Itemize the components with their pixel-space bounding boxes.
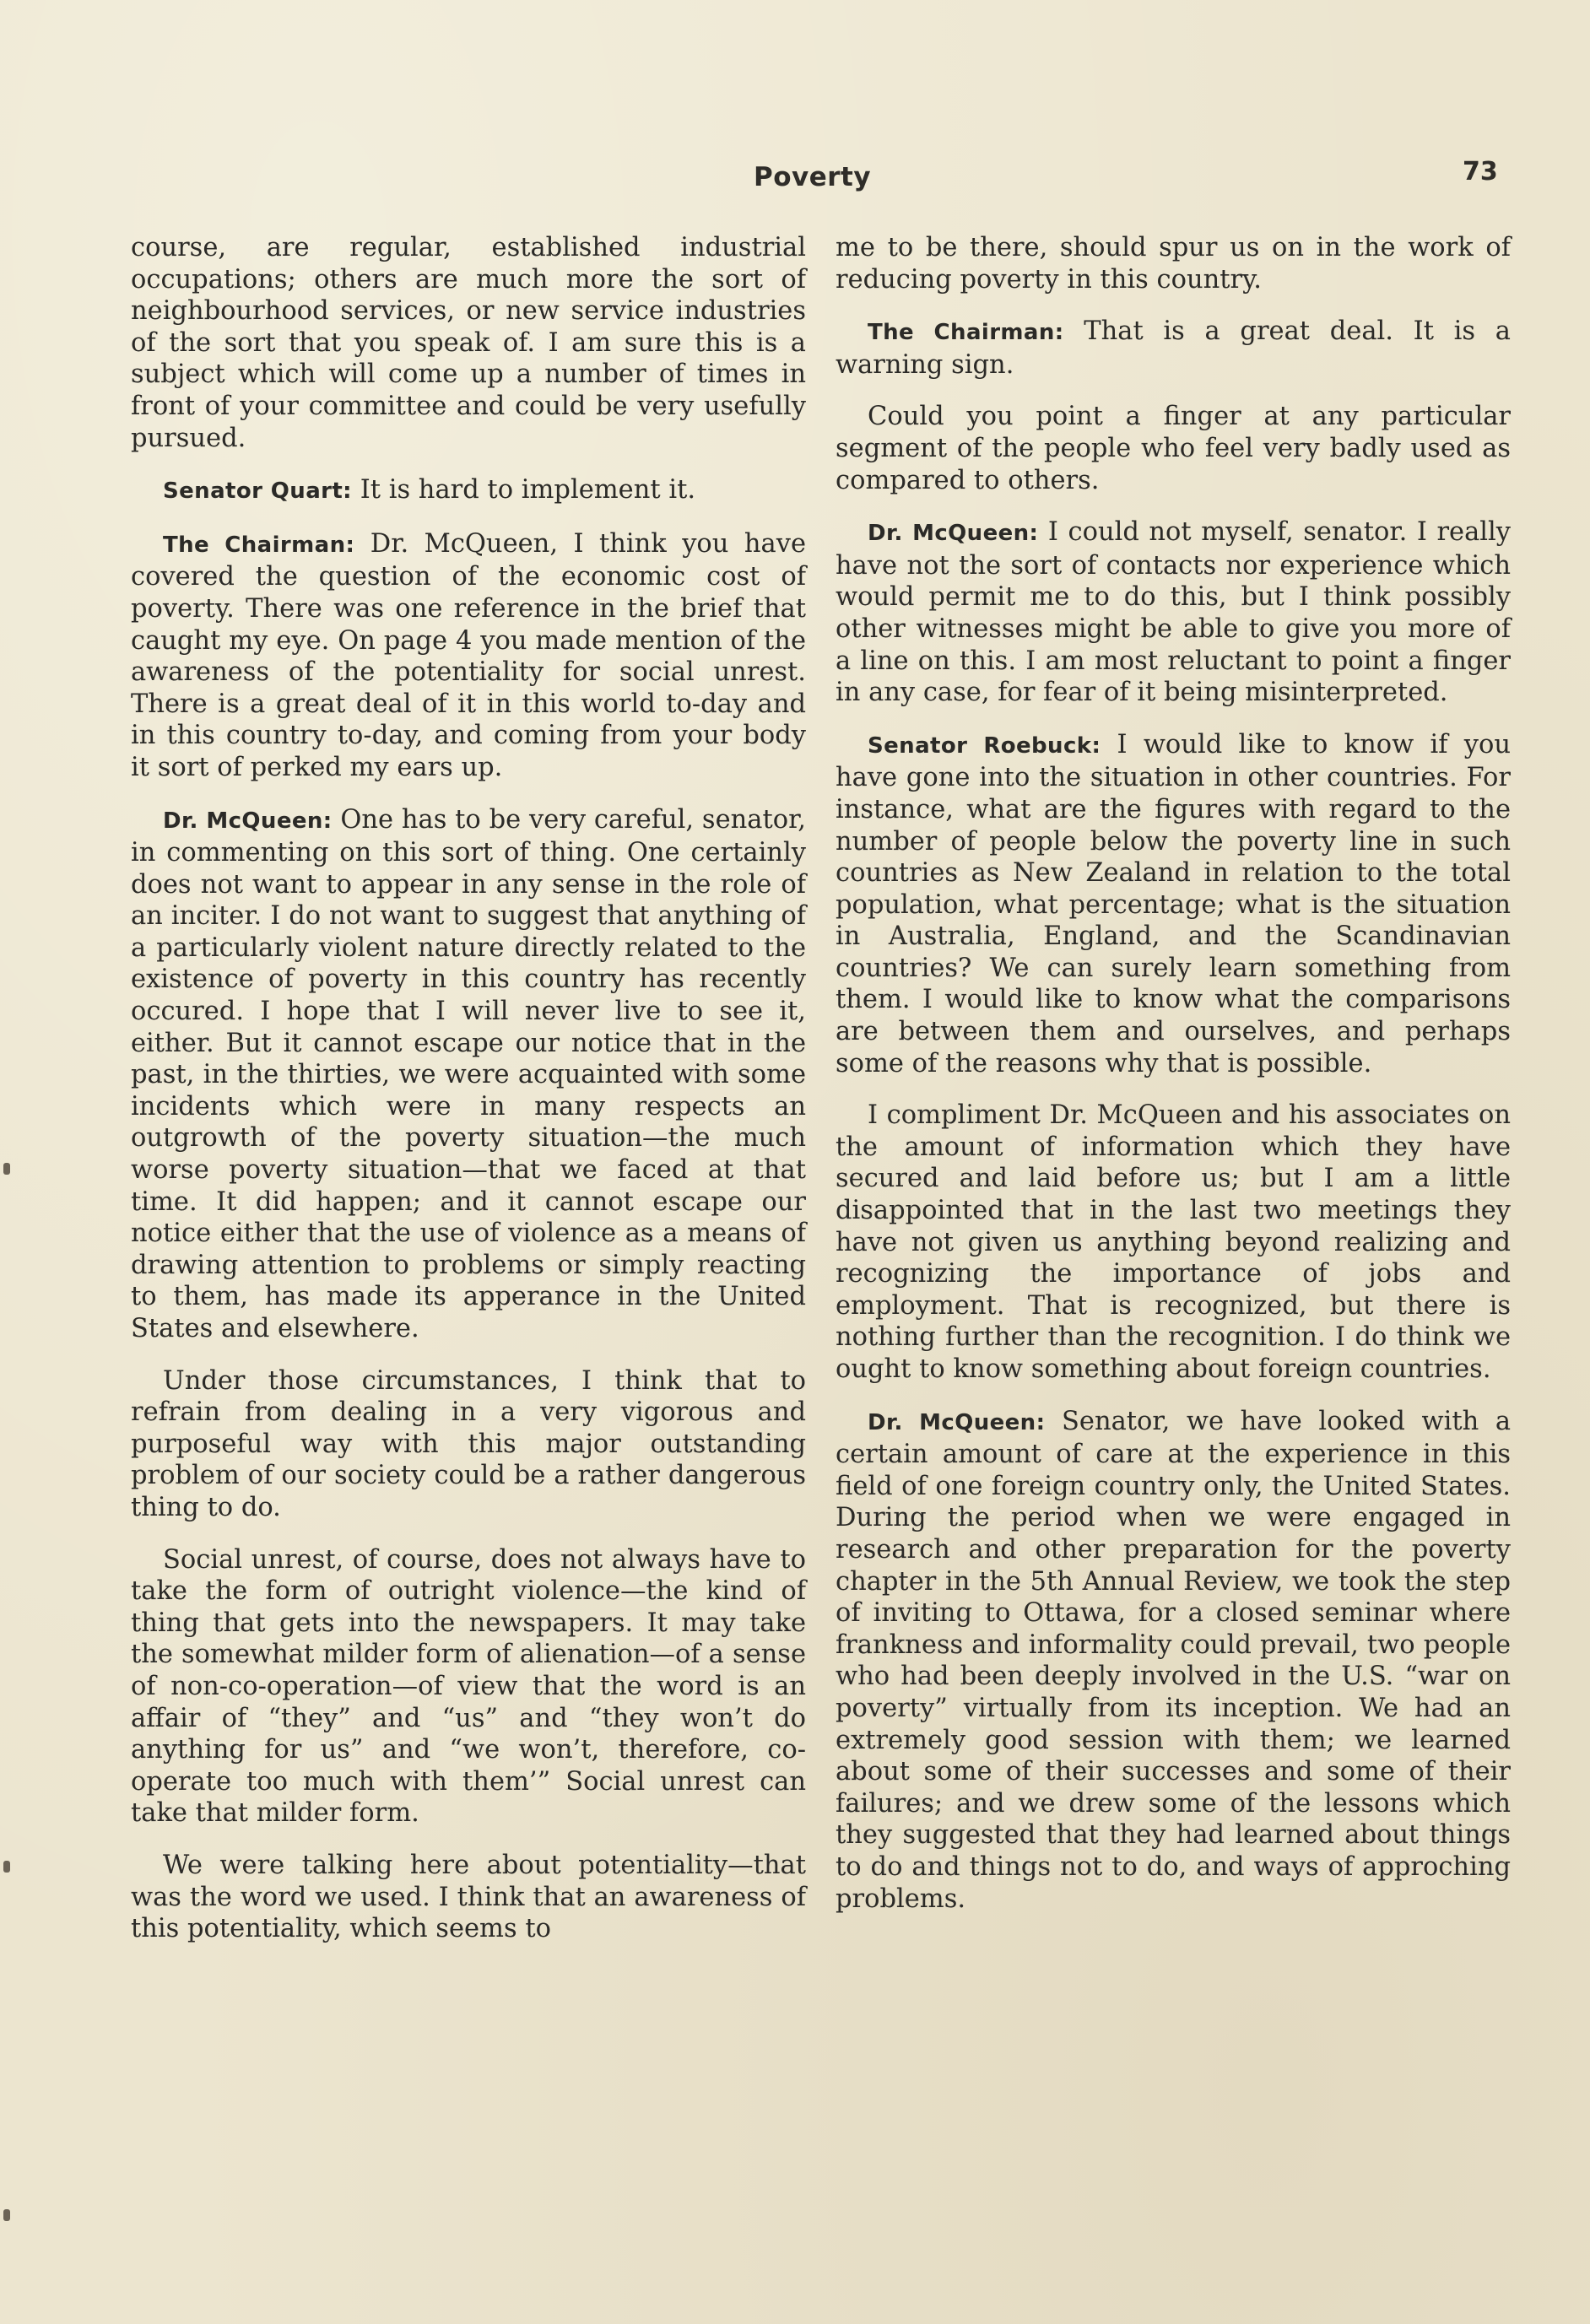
paragraph: Could you point a finger at any particular segment of the people who feel very badly used as compared to others. bbox=[836, 402, 1511, 495]
speech-paragraph bbox=[836, 1406, 1511, 1916]
speech-text: That is a great deal. It is a warning sign. bbox=[836, 316, 1511, 380]
right-column bbox=[836, 232, 1511, 1935]
paragraph: Social unrest, of course, does not always have to take the form of outright violence—the kind of thing that gets into the newspapers. It may take the somewhat milder form of alienation—of a sense of non-co-operation—of view that the word is an affair of “they” and “us” and “they won’t do anything for us” and “we won’t, therefore, co-operate too much with them’” Social unrest can take that milder form. bbox=[131, 1544, 806, 1829]
running-title: Poverty bbox=[754, 162, 872, 192]
margin-mark bbox=[3, 2209, 10, 2221]
paragraph: me to be there, should spur us on in the work of reducing poverty in this country. bbox=[836, 233, 1511, 295]
speaker-name: The Chairman: bbox=[163, 532, 355, 558]
speech-paragraph bbox=[836, 316, 1511, 381]
speech-text: I would like to know if you have gone into the situation in other countries. For instance, what are the figures with regard to the number of people below the poverty line in such countries as New Zealand in relation to the total population, what percentage; what is the situation in Australia, England, and the Scandinavian countries? We can surely learn something from them. I would like to know what the comparisons are between them and ourselves, and perhaps some of the reasons why that is possible. bbox=[836, 729, 1511, 1078]
speech-text: Senator, we have looked with a certain amount of care at the experience in this field of one foreign country only, the United States. During the period when we were engaged in research and other preparation for the poverty chapter in the 5th Annual Review, we took the step of inviting to Ottawa, for a closed seminar where frankness and informality could prevail, two people who had been deeply involved in the U.S. “war on poverty” virtually from its inception. We had an extremely good session with them; we learned about some of their successes and some of their failures; and we drew some of the lessons which they suggested that they had learned about things to do and things not to do, and ways of approching problems. bbox=[836, 1406, 1511, 1914]
speaker-name: Senator Roebuck: bbox=[868, 732, 1101, 759]
speech-paragraph bbox=[836, 516, 1511, 709]
speech-paragraph bbox=[131, 804, 806, 1345]
speech-paragraph bbox=[131, 474, 806, 508]
speaker-name: Dr. McQueen: bbox=[163, 808, 333, 834]
speech-text: It is hard to implement it. bbox=[360, 475, 696, 505]
page-number: 73 bbox=[1463, 157, 1498, 186]
speech-text: One has to be very careful, senator, in commenting on this sort of thing. One certainly does not want to appear in any sense in the role of an inciter. I do not want to suggest that anything of a particularly violent nature directly related to the existence of poverty in this country has recently occured. I hope that I will never live to see it, either. But it cannot escape our notice that in the past, in the thirties, we were acquainted with some incidents which were in many respects an outgrowth of the poverty situation—the much worse poverty situation—that we faced at that time. It did happen; and it cannot escape our notice either that the use of violence as a means of drawing attention to problems or simply reacting to them, has made its apperance in the United States and elsewhere. bbox=[131, 804, 806, 1343]
speaker-name: Dr. McQueen: bbox=[868, 521, 1039, 547]
speaker-name: Dr. McQueen: bbox=[868, 1409, 1046, 1435]
paragraph: We were talking here about potentiality—that was the word we used. I think that an awareness of this potentiality, which seems to bbox=[131, 1850, 806, 1944]
speech-text: I could not myself, senator. I really have not the sort of contacts nor experience which would permit me to do this, but I think possibly other witnesses might be able to give you more of a line on this. I am most reluctant to point a finger in any case, for fear of it being misinterpreted. bbox=[836, 517, 1512, 708]
left-column bbox=[131, 232, 806, 1965]
speaker-name: The Chairman: bbox=[868, 320, 1064, 346]
speech-text: Dr. McQueen, I think you have covered the question of the economic cost of poverty. There was one reference in the brief that caught my eye. On page 4 you made mention of the awareness of the potentiality for social unrest. There is a great deal of it in this world to-day and in this country to-day, and coming from your body it sort of perked my ears up. bbox=[131, 528, 806, 782]
speech-paragraph bbox=[131, 528, 806, 784]
margin-mark bbox=[3, 1163, 10, 1175]
speech-paragraph bbox=[836, 729, 1511, 1080]
paragraph: Under those circumstances, I think that to refrain from dealing in a very vigorous and purposeful way with this major outstanding problem of our society could be a rather dangerous thing to do. bbox=[131, 1365, 806, 1522]
margin-mark bbox=[3, 1861, 10, 1873]
speaker-name: Senator Quart: bbox=[163, 478, 352, 505]
paragraph: I compliment Dr. McQueen and his associates on the amount of information which they have secured and laid before us; but I am a little disappointed that in the last two meetings they have not given us anything beyond realizing and recognizing the importance of jobs and employment. That is recognized, but there is nothing further than the recognition. I do think we ought to know something about foreign countries. bbox=[836, 1100, 1511, 1384]
paragraph: course, are regular, established industrial occupations; others are much more the sort of neighbourhood services, or new service industries of the sort that you speak of. I am sure this is a subject which will come up a number of times in front of your committee and could be very usefully pursued. bbox=[131, 233, 806, 453]
